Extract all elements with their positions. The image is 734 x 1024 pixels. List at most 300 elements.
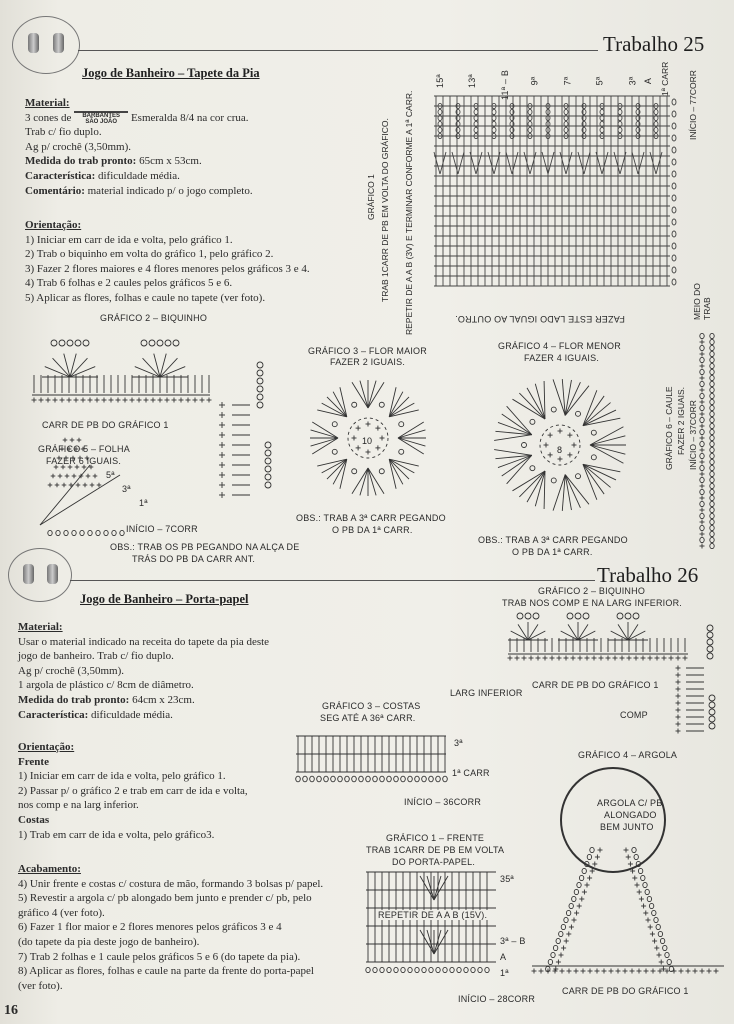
chain-stitch	[429, 776, 434, 782]
chain-stitch	[672, 123, 676, 129]
chain-stitch	[710, 471, 714, 476]
chain-stitch	[492, 127, 496, 132]
picot	[525, 613, 531, 619]
picot	[149, 340, 155, 346]
t26-comp-label: COMP	[620, 710, 648, 720]
picot	[583, 613, 589, 619]
fan-stitch	[584, 152, 590, 174]
chain-stitch	[672, 255, 676, 261]
chain-stitch	[408, 967, 412, 972]
grafico6-label: GRÁFICO 6 – CAULE	[664, 386, 674, 470]
chain-stitch	[48, 530, 52, 535]
orientacao-step: 1) Iniciar em carr de ida e volta, pelo gráfico 1.	[25, 233, 233, 246]
chain-stitch	[710, 525, 714, 530]
chain-stitch	[551, 478, 556, 483]
petal-stitch	[368, 468, 384, 494]
chain-stitch	[352, 402, 357, 407]
t26-grafico3-title: GRÁFICO 3 – COSTAS	[322, 701, 421, 711]
chain-stitch	[401, 776, 406, 782]
petal-stitch	[389, 459, 396, 489]
t26-grafico3-sub: SEG ATÉ A 36ª CARR.	[320, 713, 416, 723]
picot	[257, 370, 263, 376]
acabamento-heading: Acabamento:	[18, 863, 81, 875]
chain-stitch	[710, 543, 714, 548]
chain-stitch	[401, 967, 405, 972]
petal-stitch	[360, 468, 368, 495]
grafico5-row: 1ª	[139, 498, 148, 508]
t26-grafico1-row: 1ª	[500, 968, 509, 978]
chain-stitch	[492, 109, 496, 114]
chain-stitch	[710, 465, 714, 470]
inicio-label: INÍCIO – 77CORR	[688, 70, 698, 140]
petal-stitch	[565, 380, 571, 415]
chain-stitch	[64, 530, 68, 535]
chain-stitch	[104, 530, 108, 535]
chain-stitch	[700, 441, 704, 446]
petal-stitch	[389, 459, 419, 466]
acabamento-step: 7) Trab 2 folhas e 1 caule pelos gráficos 5 e 6 (do tapete da pia).	[18, 950, 301, 963]
chain-stitch	[577, 882, 581, 887]
chain-stitch	[710, 489, 714, 494]
chain-stitch	[710, 435, 714, 440]
petal-stitch	[389, 459, 409, 479]
chain-stitch	[654, 109, 658, 114]
spool-icon	[23, 564, 34, 584]
picot	[709, 716, 715, 722]
picot	[257, 378, 263, 384]
picot	[257, 362, 263, 368]
petal-stitch	[583, 418, 620, 426]
meio-label: MEIO DO TRAB	[692, 283, 712, 320]
chain-stitch	[399, 449, 404, 454]
grafico3-sub: FAZER 2 IGUAIS.	[330, 357, 406, 367]
chain-stitch	[710, 441, 714, 446]
grafico1-chart	[430, 92, 684, 297]
chain-stitch	[634, 854, 638, 859]
grafico5-title: GRÁFICO 5 – FOLHA	[38, 444, 130, 454]
chain-stitch	[574, 889, 578, 894]
chain-stitch	[56, 530, 60, 535]
chain-stitch	[710, 375, 714, 380]
picot	[633, 613, 639, 619]
material-line: Ag p/ crochê (3,50mm).	[18, 664, 124, 677]
chain-stitch	[710, 417, 714, 422]
material-line: Característica: dificuldade média.	[18, 708, 173, 721]
chain-stitch	[700, 393, 704, 398]
fan-stitch	[506, 152, 512, 174]
chain-stitch	[672, 171, 676, 177]
chain-stitch	[380, 776, 385, 782]
picot	[83, 340, 89, 346]
material-line: Medida do trab pronto: 64cm x 23cm.	[18, 693, 195, 706]
t26-grafico4-carr: CARR DE PB DO GRÁFICO 1	[562, 986, 689, 996]
chain-stitch	[394, 967, 398, 972]
fan-stitch	[656, 152, 662, 174]
material-line: Usar o material indicado na receita do tapete da pia deste	[18, 635, 270, 648]
fan-stitch	[427, 876, 434, 900]
petal-stitch	[327, 397, 347, 417]
chain-stitch	[710, 423, 714, 428]
header-badge	[12, 16, 80, 74]
fan-stitch	[542, 152, 548, 174]
t26-grafico1-sub2: DO PORTA-PAPEL.	[392, 857, 476, 867]
grafico6-chart	[696, 332, 720, 556]
chain-stitch	[528, 127, 532, 132]
chain-stitch	[422, 967, 426, 972]
chain-stitch	[582, 868, 586, 873]
fan-stitch	[632, 152, 638, 174]
chain-stitch	[443, 776, 448, 782]
chain-stitch	[700, 489, 704, 494]
petal-stitch	[565, 475, 571, 510]
t26-grafico3-row3: 3ª	[454, 738, 463, 748]
fan-stitch	[614, 152, 620, 174]
t26-grafico1-row: A	[500, 952, 507, 962]
petal-stitch	[398, 422, 424, 438]
t26-carr-label: CARR DE PB DO GRÁFICO 1	[532, 680, 659, 690]
t26-grafico1-inicio: INÍCIO – 28CORR	[458, 994, 536, 1004]
grafico4-center: 8	[557, 445, 563, 455]
chain-stitch	[700, 537, 704, 542]
chain-stitch	[96, 530, 100, 535]
petal-stitch	[340, 387, 347, 417]
row-label: 5ª	[594, 76, 605, 86]
petal-stitch	[312, 438, 338, 454]
section1-material	[25, 96, 385, 198]
t26-larg-label: LARG INFERIOR	[450, 688, 523, 698]
t26-grafico3-chart	[294, 732, 454, 788]
material-line: Medida do trab pronto: 65cm x 53cm.	[25, 155, 202, 168]
chain-stitch	[443, 967, 447, 972]
chain-stitch	[72, 530, 76, 535]
petal-stitch	[352, 468, 368, 494]
section2-material	[18, 620, 363, 722]
header-rule	[70, 580, 595, 581]
chain-stitch	[700, 333, 704, 338]
picot	[625, 613, 631, 619]
t26-grafico2-title: GRÁFICO 2 – BIQUINHO	[538, 586, 646, 596]
fan-stitch	[427, 930, 434, 954]
row-label: 9ª	[529, 76, 540, 86]
chain-stitch	[464, 967, 468, 972]
chain-stitch	[654, 917, 658, 922]
picot	[173, 340, 179, 346]
chain-stitch	[710, 537, 714, 542]
chain-stitch	[649, 903, 653, 908]
fan-stitch	[548, 152, 554, 174]
chain-stitch	[522, 443, 527, 448]
fan-stitch	[420, 876, 434, 900]
chain-stitch	[672, 135, 676, 141]
chain-stitch	[710, 507, 714, 512]
chain-stitch	[672, 195, 676, 201]
chain-stitch	[551, 952, 555, 957]
t26-grafico4-chart	[528, 760, 728, 982]
picot	[567, 613, 573, 619]
chain-stitch	[422, 776, 427, 782]
chain-stitch	[80, 530, 84, 535]
chain-stitch	[399, 422, 404, 427]
fan-stitch	[530, 152, 536, 174]
chain-stitch	[310, 776, 315, 782]
chain-stitch	[645, 889, 649, 894]
chain-stitch	[352, 776, 357, 782]
petal-stitch	[389, 410, 419, 417]
start-label: 1ª CARR	[660, 61, 670, 96]
picot	[141, 340, 147, 346]
section1-title: Jogo de Banheiro – Tapete da Pia	[82, 66, 260, 80]
chain-stitch	[379, 402, 384, 407]
spool-icon	[53, 33, 64, 53]
grafico6-sub: FAZER 2 IGUAIS.	[676, 386, 686, 455]
petal-stitch	[494, 450, 532, 456]
chain-stitch	[551, 407, 556, 412]
fan-stitch	[434, 152, 440, 174]
section2-title: Jogo de Banheiro – Porta-papel	[80, 592, 249, 606]
grafico1-label-c: REPETIR DE A A B (3V) E TERMINAR CONFORME A 1ª CARR.	[404, 90, 414, 335]
chain-stitch	[658, 931, 662, 936]
material-line: 3 cones de BARBANTES SÃO JOÃO Esmeralda 8/4 na cor crua.	[25, 111, 249, 126]
petal-stitch	[398, 438, 424, 454]
petal-stitch	[389, 397, 409, 417]
fan-stitch	[488, 152, 494, 174]
chain-stitch	[576, 411, 581, 416]
chain-stitch	[415, 776, 420, 782]
chain-stitch	[710, 501, 714, 506]
acabamento-step: 8) Aplicar as flores, folhas e caule na parte da frente do porta-papel	[18, 965, 314, 978]
chain-stitch	[394, 776, 399, 782]
petal-stitch	[317, 410, 347, 417]
header-rule	[78, 50, 598, 51]
petal-stitch	[544, 381, 545, 419]
grafico6-inicio: INÍCIO – 37CORR	[688, 400, 698, 470]
grafico1-label: GRÁFICO 1	[366, 174, 376, 220]
chain-stitch	[710, 363, 714, 368]
row-label: 7ª	[562, 76, 573, 86]
petal-stitch	[360, 381, 368, 408]
picot	[707, 639, 713, 645]
chain-stitch	[710, 333, 714, 338]
chain-stitch	[700, 501, 704, 506]
material-line: Ag p/ crochê (3,50mm).	[25, 140, 131, 153]
costas-heading: Costas	[18, 813, 50, 826]
chain-stitch	[672, 147, 676, 153]
picot	[707, 632, 713, 638]
chain-stitch	[665, 952, 669, 957]
frente-step: nos comp e na larg inferior.	[18, 799, 139, 812]
chain-stitch	[366, 967, 370, 972]
picot	[709, 709, 715, 715]
picot	[59, 340, 65, 346]
acabamento-step: (ver foto).	[18, 979, 63, 992]
picot	[257, 394, 263, 400]
petal-stitch	[327, 459, 347, 479]
chain-stitch	[710, 411, 714, 416]
orientacao-step: 4) Trab 6 folhas e 2 caules pelos gráficos 5 e 6.	[25, 277, 233, 290]
grafico4-title: GRÁFICO 4 – FLOR MENOR	[498, 341, 621, 351]
chain-stitch	[474, 127, 478, 132]
chain-stitch	[530, 466, 535, 471]
petal-stitch	[311, 438, 338, 446]
chain-stitch	[654, 127, 658, 132]
orientacao-step: 5) Aplicar as flores, folhas e caule no tapete (ver foto).	[25, 291, 266, 304]
leaf-edge	[40, 465, 90, 525]
petal-stitch	[398, 438, 425, 446]
chain-stitch	[710, 531, 714, 536]
picot	[67, 340, 73, 346]
chain-stitch	[569, 903, 573, 908]
grafico3-center: 10	[362, 436, 373, 446]
frente-step: 1) Iniciar em carr de ida e volta, pelo gráfico 1.	[18, 770, 226, 783]
petal-stitch	[590, 445, 625, 454]
grafico2-chart	[10, 325, 285, 555]
ring-text: BEM JUNTO	[600, 822, 654, 832]
orientacao-heading: Orientação:	[18, 741, 75, 753]
chain-stitch	[641, 875, 645, 880]
petal-stitch	[368, 381, 376, 408]
chain-stitch	[710, 399, 714, 404]
chain-stitch	[450, 967, 454, 972]
t26-grafico1-row: 35ª	[500, 874, 514, 884]
chain-stitch	[672, 207, 676, 213]
petal-stitch	[352, 382, 368, 408]
ring	[561, 768, 665, 872]
t26-grafico1-row: 3ª – B	[500, 936, 526, 946]
petal-stitch	[590, 436, 625, 445]
chain-stitch	[591, 430, 596, 435]
chain-stitch	[332, 449, 337, 454]
fan-stitch	[434, 930, 441, 954]
chain-stitch	[112, 530, 116, 535]
page-number: 16	[4, 1003, 18, 1018]
chain-stitch	[303, 776, 308, 782]
picot	[533, 613, 539, 619]
fan-stitch	[45, 367, 70, 377]
chain-stitch	[296, 776, 301, 782]
acabamento-step: (do tapete da pia deste jogo de banheiro).	[18, 935, 200, 948]
fan-stitch	[476, 152, 482, 174]
chain-stitch	[672, 243, 676, 249]
frente-heading: Frente	[18, 755, 49, 768]
chain-stitch	[710, 519, 714, 524]
acabamento-step: 5) Revestir a argola c/ pb alongado bem junto e prender c/ pb, pelo	[18, 892, 312, 905]
chain-stitch	[564, 917, 568, 922]
chain-stitch	[576, 474, 581, 479]
acabamento-step: gráfico 4 (ver foto).	[18, 906, 105, 919]
chain-stitch	[638, 868, 642, 873]
grafico3-flower	[298, 368, 438, 508]
t26-grafico3-inicio: INÍCIO – 36CORR	[404, 797, 482, 807]
chain-stitch	[710, 369, 714, 374]
chain-stitch	[700, 345, 704, 350]
spool-icon	[28, 33, 39, 53]
grafico5-sub: FAZER 6 IGUAIS.	[46, 456, 122, 466]
picot	[707, 646, 713, 652]
picot	[265, 442, 271, 448]
chain-stitch	[672, 219, 676, 225]
row-label: 13ª	[466, 74, 477, 88]
petal-stitch	[368, 468, 376, 495]
picot	[575, 613, 581, 619]
chain-stitch	[700, 429, 704, 434]
chain-stitch	[564, 127, 568, 132]
petal-stitch	[389, 387, 396, 417]
grafico5-obs2: TRÁS DO PB DA CARR ANT.	[132, 554, 256, 564]
chain-stitch	[710, 483, 714, 488]
chain-stitch	[710, 387, 714, 392]
chain-stitch	[647, 896, 651, 901]
chain-stitch	[700, 513, 704, 518]
leaf-edge	[40, 475, 120, 525]
chain-stitch	[530, 419, 535, 424]
orientacao-step: 2) Trab o biquinho em volta do gráfico 1, pelo gráfico 2.	[25, 248, 274, 261]
chain-stitch	[338, 776, 343, 782]
chain-stitch	[700, 417, 704, 422]
chain-stitch	[672, 99, 676, 105]
chain-stitch	[457, 967, 461, 972]
spool-icon	[47, 564, 58, 584]
chain-stitch	[120, 530, 124, 535]
grafico4-flower	[480, 363, 640, 533]
chain-stitch	[408, 776, 413, 782]
picot	[709, 702, 715, 708]
header-badge	[8, 548, 72, 602]
picot	[265, 474, 271, 480]
fan-stitch	[434, 876, 448, 900]
chain-stitch	[700, 465, 704, 470]
fan-stitch	[458, 152, 464, 174]
chain-stitch	[672, 159, 676, 165]
chain-stitch	[672, 267, 676, 273]
ring-text: ALONGADO	[604, 810, 657, 820]
fan-stitch	[602, 152, 608, 174]
petal-stitch	[590, 427, 623, 445]
chain-stitch	[591, 455, 596, 460]
chain-stitch	[478, 967, 482, 972]
chain-stitch	[618, 127, 622, 132]
chain-stitch	[436, 776, 441, 782]
chain-stitch	[660, 938, 664, 943]
picot	[157, 340, 163, 346]
chain-stitch	[373, 967, 377, 972]
t26-grafico4-title: GRÁFICO 4 – ARGOLA	[578, 750, 678, 760]
t26-grafico1-sub: TRAB 1CARR DE PB EM VOLTA	[366, 845, 505, 855]
material-heading: Material:	[25, 97, 70, 109]
chain-stitch	[700, 525, 704, 530]
chain-stitch	[332, 422, 337, 427]
chain-stitch	[579, 875, 583, 880]
row-label: 15ª	[434, 74, 445, 88]
chain-stitch	[317, 776, 322, 782]
chain-stitch	[618, 109, 622, 114]
grafico3-title: GRÁFICO 3 – FLOR MAIOR	[308, 346, 427, 356]
chain-stitch	[663, 945, 667, 950]
grafico1-bottom-note: FAZER ESTE LADO IGUAL AO OUTRO.	[455, 314, 625, 324]
chain-stitch	[548, 959, 552, 964]
chain-stitch	[710, 393, 714, 398]
chain-stitch	[710, 339, 714, 344]
grafico3-obs2: O PB DA 1ª CARR.	[332, 525, 413, 535]
chain-stitch	[387, 776, 392, 782]
chain-stitch	[667, 959, 671, 964]
picot	[707, 625, 713, 631]
chain-stitch	[652, 910, 656, 915]
chain-stitch	[331, 776, 336, 782]
chain-stitch	[672, 183, 676, 189]
fan-stitch	[434, 876, 441, 900]
material-line: Trab c/ fio duplo.	[25, 126, 102, 139]
chain-stitch	[710, 459, 714, 464]
